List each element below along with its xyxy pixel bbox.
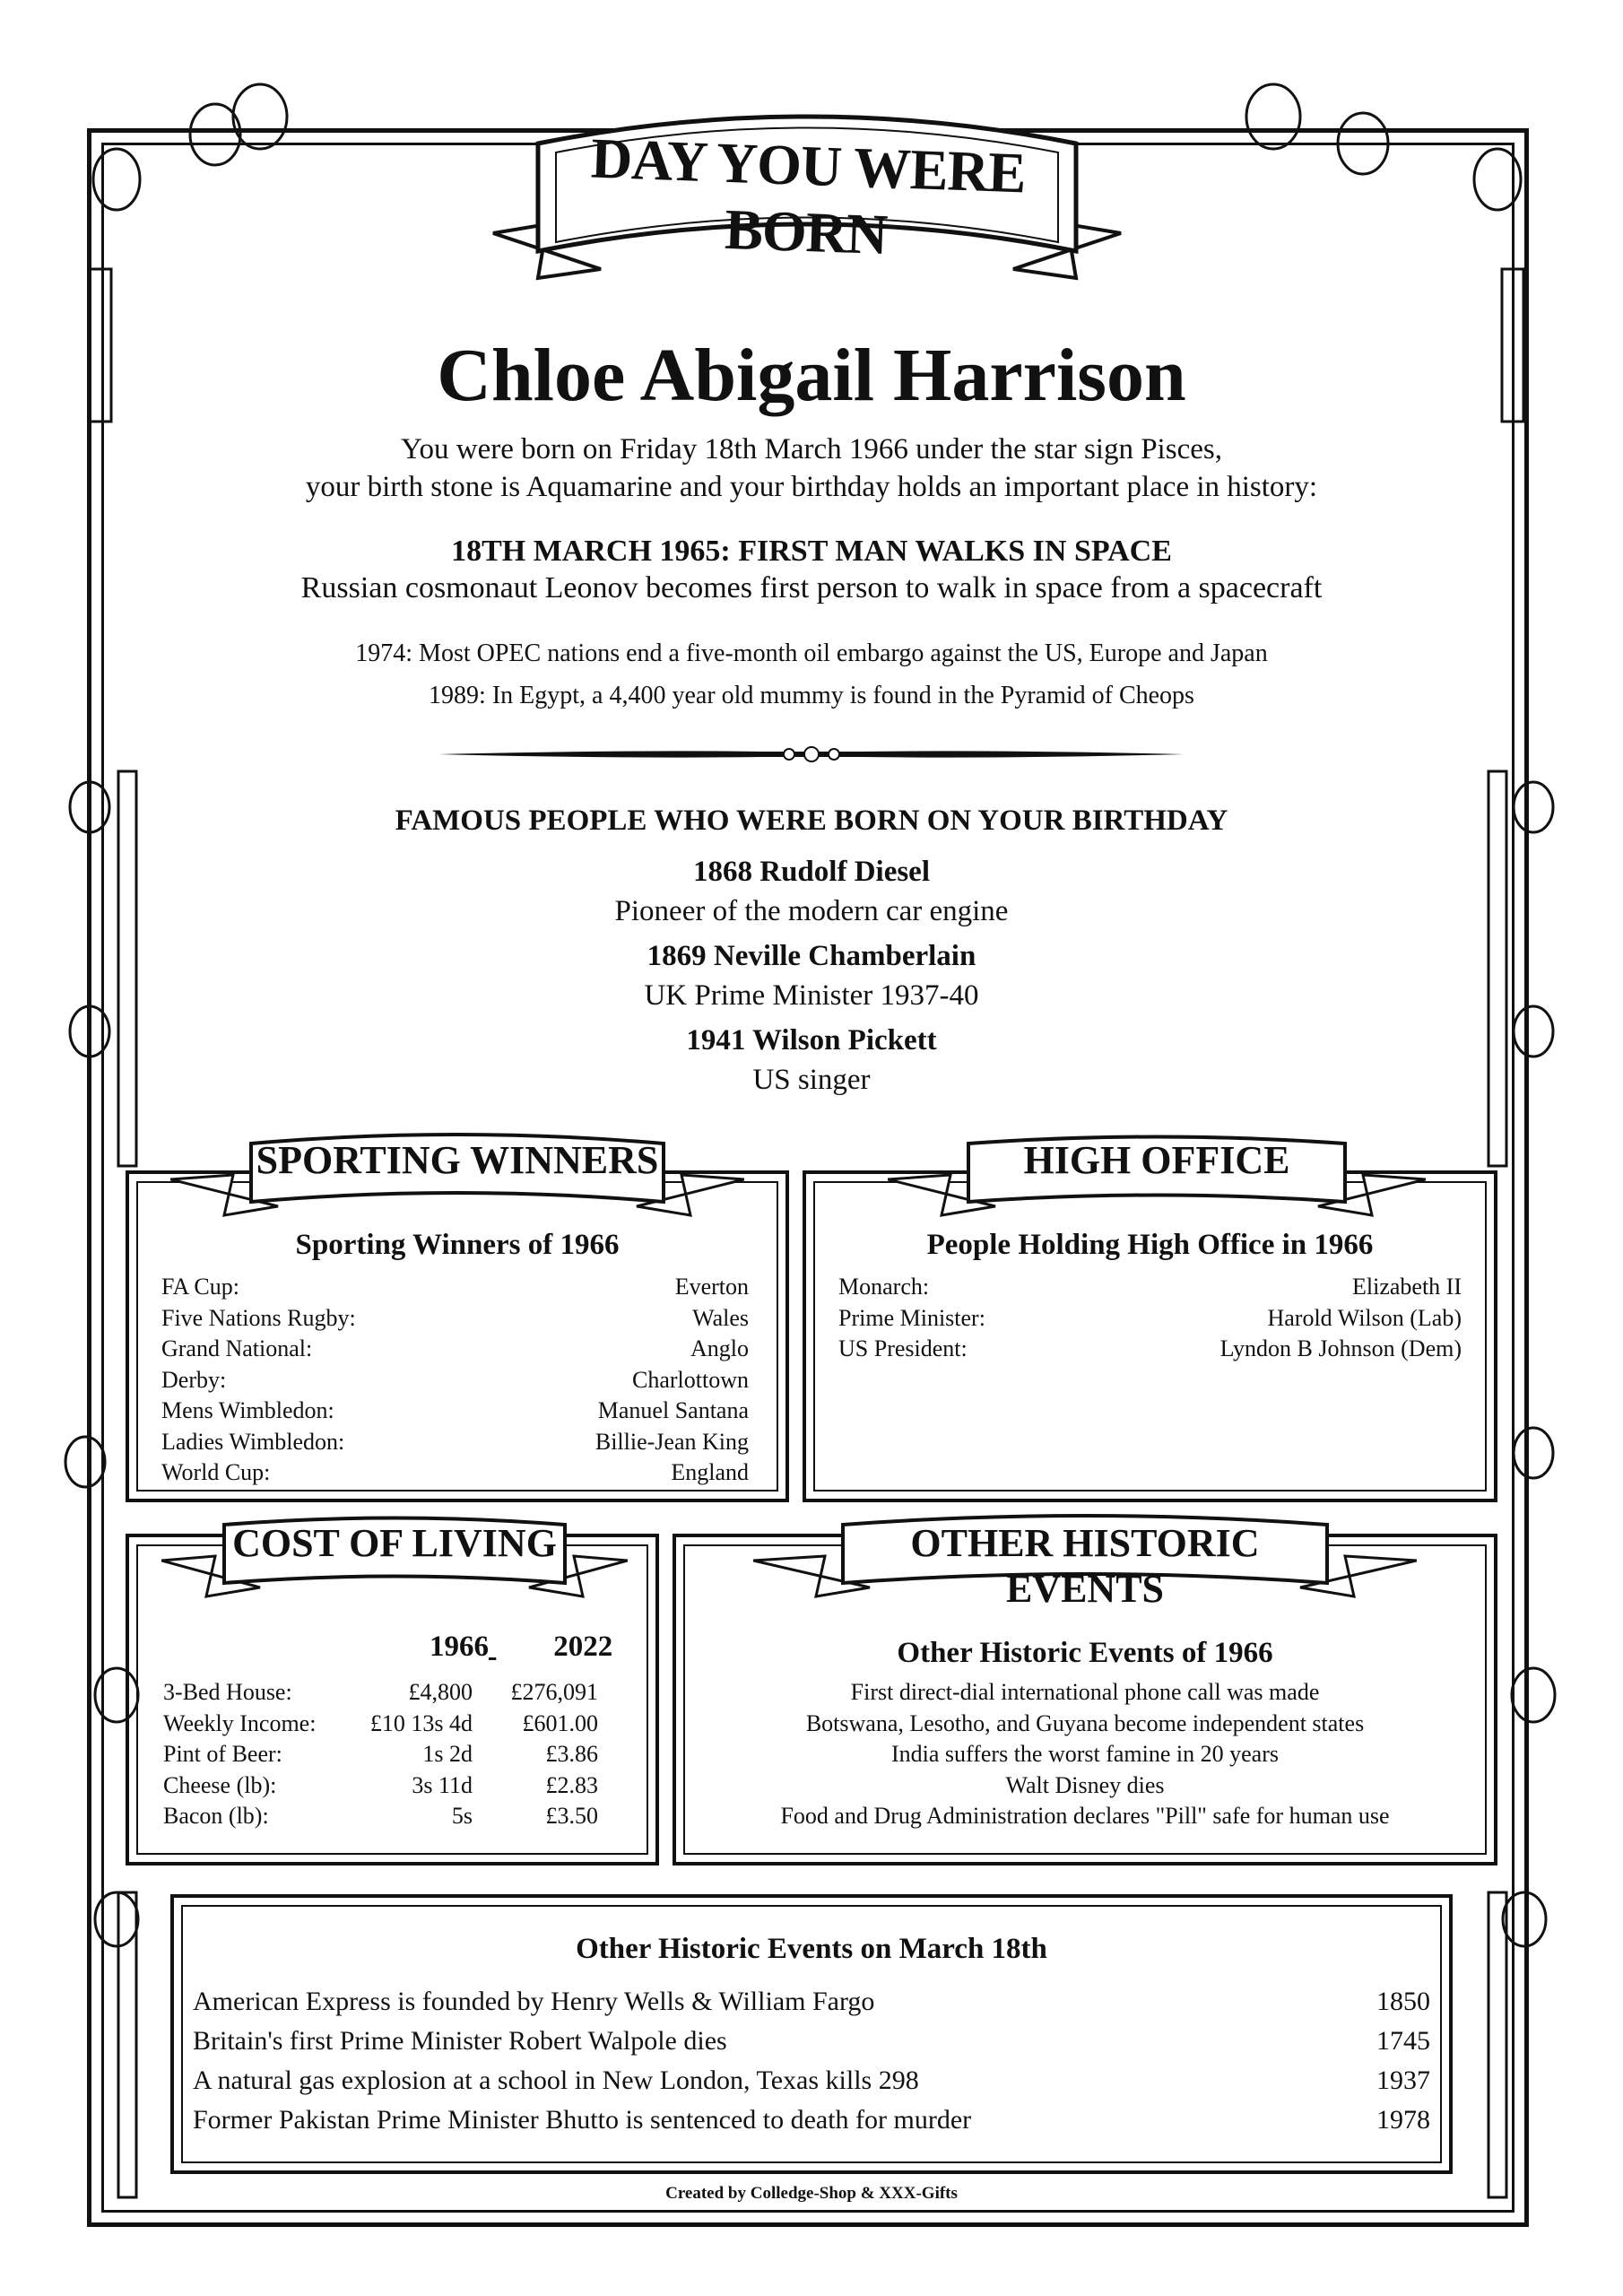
balloon-icon bbox=[70, 1006, 109, 1057]
march-list bbox=[193, 1982, 1430, 2140]
march-event-text: A natural gas explosion at a school in New London, Texas kills 298 bbox=[193, 2066, 919, 2095]
row-value-1966: £10 13s 4d bbox=[369, 1709, 473, 1736]
famous-person-name: 1941 Wilson Pickett bbox=[686, 1024, 937, 1057]
row-value-2022: £276,091 bbox=[510, 1679, 598, 1705]
balloon-icon bbox=[93, 149, 140, 210]
historic-banner-text: OTHER HISTORIC EVENTS bbox=[910, 1521, 1260, 1611]
row-label: Pint of Beer: bbox=[163, 1741, 282, 1767]
historic-list bbox=[690, 1677, 1480, 1832]
historic-item: Food and Drug Administration declares "Pill" safe for human use bbox=[780, 1803, 1390, 1829]
row-value: Harold Wilson (Lab) bbox=[1267, 1304, 1462, 1331]
row-value-2022: £2.83 bbox=[545, 1771, 598, 1798]
column-icon bbox=[1488, 1892, 1506, 2197]
balloon-icon bbox=[1512, 1668, 1555, 1722]
intro-text bbox=[206, 430, 1417, 506]
row-value: Anglo bbox=[690, 1335, 749, 1361]
sporting-row bbox=[161, 1365, 749, 1396]
cost-list bbox=[163, 1677, 629, 1832]
balloon-icon bbox=[1514, 782, 1553, 832]
balloon-icon bbox=[70, 782, 109, 832]
march-row bbox=[193, 2100, 1430, 2140]
sporting-row bbox=[161, 1303, 749, 1335]
historic-item: Walt Disney dies bbox=[1005, 1771, 1165, 1798]
cost-row bbox=[163, 1801, 629, 1832]
row-value-1966: 1s 2d bbox=[422, 1741, 473, 1767]
row-label: Cheese (lb): bbox=[163, 1771, 277, 1798]
march-title: Other Historic Events on March 18th bbox=[576, 1933, 1047, 1965]
person-name: Chloe Abigail Harrison bbox=[437, 334, 1186, 417]
sporting-row bbox=[161, 1457, 749, 1489]
balloon-icon bbox=[190, 104, 240, 165]
column-icon bbox=[1502, 269, 1523, 422]
famous-people-list bbox=[296, 852, 1327, 1105]
intro-line: You were born on Friday 18th March 1966 under the star sign Pisces, bbox=[401, 433, 1222, 465]
sporting-row bbox=[161, 1427, 749, 1458]
balloon-icon bbox=[1514, 1428, 1553, 1478]
balloon-icon bbox=[95, 1892, 138, 1946]
famous-person-name: 1868 Rudolf Diesel bbox=[693, 856, 930, 888]
cost-header bbox=[354, 1631, 641, 1664]
row-label: Bacon (lb): bbox=[163, 1803, 269, 1829]
row-value: Everton bbox=[674, 1274, 749, 1300]
row-label: World Cup: bbox=[161, 1459, 271, 1485]
row-label: US President: bbox=[838, 1335, 968, 1361]
office-row bbox=[838, 1303, 1462, 1335]
row-value: Lyndon B Johnson (Dem) bbox=[1219, 1335, 1462, 1361]
row-value: Manuel Santana bbox=[597, 1397, 749, 1423]
cost-col-1966: 1966 bbox=[430, 1631, 489, 1663]
row-label: Derby: bbox=[161, 1366, 227, 1393]
famous-person-desc: US singer bbox=[752, 1064, 871, 1096]
famous-person-desc: Pioneer of the modern car engine bbox=[614, 895, 1009, 927]
row-label: Weekly Income: bbox=[163, 1709, 317, 1736]
high-office-list bbox=[838, 1272, 1462, 1365]
row-value: Elizabeth II bbox=[1352, 1274, 1462, 1300]
march-row bbox=[193, 2022, 1430, 2061]
high-office-title: People Holding High Office in 1966 bbox=[926, 1229, 1374, 1261]
feature-heading: 18TH MARCH 1965: FIRST MAN WALKS IN SPACE bbox=[451, 535, 1172, 568]
row-label: Mens Wimbledon: bbox=[161, 1397, 334, 1423]
row-label: Monarch: bbox=[838, 1274, 930, 1300]
sporting-title: Sporting Winners of 1966 bbox=[295, 1229, 620, 1261]
column-icon bbox=[1488, 771, 1506, 1166]
office-row bbox=[838, 1272, 1462, 1303]
intro-line: your birth stone is Aquamarine and your birthday holds an important place in history: bbox=[305, 471, 1318, 503]
row-label: Prime Minister: bbox=[838, 1304, 985, 1331]
march-event-year: 1745 bbox=[1376, 2026, 1430, 2056]
row-value-2022: £3.86 bbox=[545, 1741, 598, 1767]
balloon-icon bbox=[65, 1437, 105, 1487]
column-icon bbox=[118, 771, 136, 1166]
march-row bbox=[193, 1982, 1430, 2022]
balloon-icon bbox=[1503, 1892, 1546, 1946]
balloon-icon bbox=[1474, 149, 1521, 210]
famous-person-name: 1869 Neville Chamberlain bbox=[647, 940, 976, 972]
events-list bbox=[206, 632, 1417, 717]
event-item: 1989: In Egypt, a 4,400 year old mummy is found in the Pyramid of Cheops bbox=[429, 682, 1194, 709]
march-event-year: 1937 bbox=[1376, 2066, 1430, 2095]
row-value-2022: £601.00 bbox=[522, 1709, 598, 1736]
march-event-text: American Express is founded by Henry Wells & William Fargo bbox=[193, 1987, 875, 2016]
balloon-icon bbox=[1514, 1006, 1553, 1057]
title-banner-text: DAY YOU WERE BORN bbox=[589, 126, 1027, 267]
march-event-year: 1850 bbox=[1376, 1987, 1430, 2016]
cost-banner-text: COST OF LIVING bbox=[232, 1521, 557, 1565]
row-value-1966: £4,800 bbox=[408, 1679, 473, 1705]
ornamental-divider bbox=[439, 741, 1184, 768]
march-event-year: 1978 bbox=[1376, 2105, 1430, 2135]
sporting-list bbox=[161, 1272, 749, 1489]
row-value: England bbox=[671, 1459, 749, 1485]
march-event-text: Britain's first Prime Minister Robert Walpole dies bbox=[193, 2026, 727, 2056]
row-value: Wales bbox=[692, 1304, 749, 1331]
sporting-banner-text: SPORTING WINNERS bbox=[256, 1138, 659, 1182]
row-value-2022: £3.50 bbox=[545, 1803, 598, 1829]
historic-item: India suffers the worst famine in 20 years bbox=[890, 1741, 1279, 1767]
cost-row bbox=[163, 1677, 629, 1709]
balloon-icon bbox=[1246, 84, 1300, 149]
feature-body: Russian cosmonaut Leonov becomes first person to walk in space from a spacecraft bbox=[300, 571, 1323, 604]
row-label: 3-Bed House: bbox=[163, 1679, 292, 1705]
cost-col-2022: 2022 bbox=[553, 1631, 613, 1663]
sporting-row bbox=[161, 1272, 749, 1303]
march-row bbox=[193, 2061, 1430, 2100]
column-icon bbox=[90, 269, 111, 422]
historic-item: Botswana, Lesotho, and Guyana become independent states bbox=[805, 1709, 1365, 1736]
balloon-icon bbox=[1338, 113, 1388, 174]
cost-row bbox=[163, 1739, 629, 1770]
high-office-banner-text: HIGH OFFICE bbox=[1023, 1138, 1290, 1182]
row-label: FA Cup: bbox=[161, 1274, 239, 1300]
row-value: Charlottown bbox=[632, 1366, 749, 1393]
row-value: Billie-Jean King bbox=[595, 1428, 749, 1455]
event-item: 1974: Most OPEC nations end a five-month oil embargo against the US, Europe and Japan bbox=[355, 639, 1268, 667]
row-label: Ladies Wimbledon: bbox=[161, 1428, 345, 1455]
march-event-text: Former Pakistan Prime Minister Bhutto is sentenced to death for murder bbox=[193, 2105, 972, 2135]
historic-item: First direct-dial international phone call was made bbox=[850, 1679, 1320, 1705]
row-value-1966: 5s bbox=[451, 1803, 473, 1829]
cost-row bbox=[163, 1709, 629, 1740]
cost-row bbox=[163, 1770, 629, 1802]
row-label: Five Nations Rugby: bbox=[161, 1304, 356, 1331]
famous-people-title: FAMOUS PEOPLE WHO WERE BORN ON YOUR BIRTHDAY bbox=[395, 804, 1228, 837]
sporting-row bbox=[161, 1396, 749, 1427]
famous-person-desc: UK Prime Minister 1937-40 bbox=[644, 979, 979, 1012]
office-row bbox=[838, 1334, 1462, 1365]
historic-title: Other Historic Events of 1966 bbox=[897, 1637, 1273, 1669]
row-value-1966: 3s 11d bbox=[412, 1771, 473, 1798]
sporting-row bbox=[161, 1334, 749, 1365]
footer-credit: Created by Colledge-Shop & XXX-Gifts bbox=[665, 2184, 958, 2203]
row-label: Grand National: bbox=[161, 1335, 313, 1361]
